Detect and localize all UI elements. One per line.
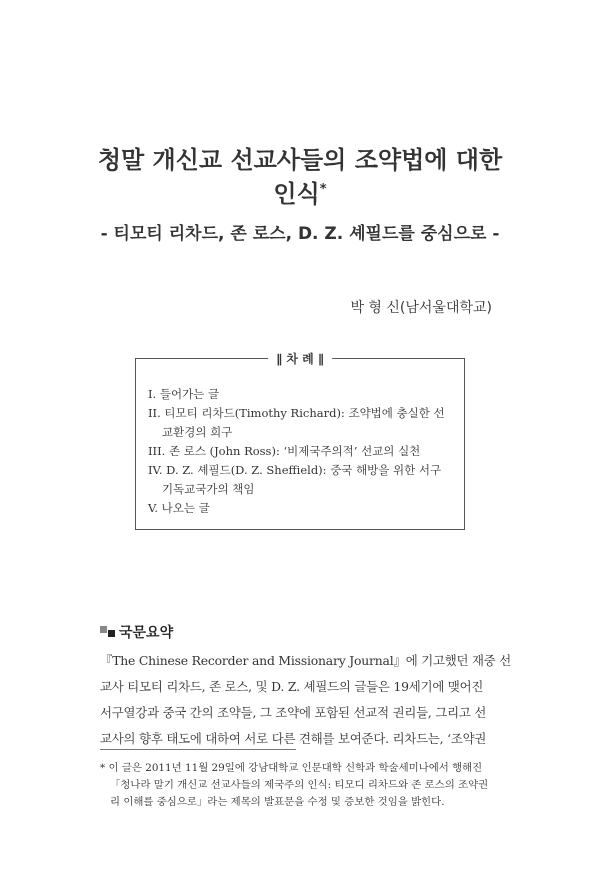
toc-item-text: I. 들어가는 글 — [148, 387, 220, 401]
abstract-heading-text: 국문요약 — [119, 625, 174, 641]
title-footnote-mark[interactable]: * — [319, 182, 327, 197]
toc-item-text: II. 티모티 리차드(Timothy Richard): 조약법에 충실한 선 — [148, 406, 445, 420]
heading-square-icon — [108, 630, 115, 637]
toc-item-text: V. 나오는 글 — [148, 501, 210, 515]
toc-item-text: IV. D. Z. 셰필드(D. Z. Sheffield): 중국 해방을 위한 서구 — [148, 463, 442, 477]
paper-subtitle: - 티모티 리차드, 존 로스, D. Z. 셰필드를 중심으로 - — [100, 224, 500, 244]
heading-square-icon — [100, 626, 107, 633]
footnote-line: * 이 글은 2011년 11월 29일에 강남대학교 인문대학 신학과 학술세미나에서 행해진 — [100, 762, 483, 774]
abstract-line: 서구열강과 중국 간의 조약들, 그 조약에 포함된 선교적 권리들, 그리고 선 — [100, 705, 487, 720]
toc-item — [148, 404, 460, 442]
abstract-line: 교사 티모티 리차드, 존 로스, 및 D. Z. 셰필드의 글들은 19세기에 맺어진 — [100, 679, 484, 694]
paper-title-line2 — [0, 177, 600, 211]
footnote-line: 리 이해를 중심으로」라는 제목의 발표문을 수정 및 증보한 것임을 밝힌다. — [110, 796, 445, 808]
paper-title-line2-text: 인식 — [273, 180, 320, 208]
footnote-divider — [100, 749, 296, 750]
toc-item — [148, 442, 460, 461]
author-affiliation: 박 형 신(남서울대학교) — [350, 300, 492, 316]
abstract-line: 『The Chinese Recorder and Missionary Journal』에 기고했던 재중 선 — [100, 653, 512, 668]
footnote-line: 「청나라 말기 개신교 선교사들의 제국주의 인식: 티모디 리차드와 존 로스의 조약권 — [110, 779, 489, 791]
footnote — [100, 760, 504, 811]
paper-title-line1: 청말 개신교 선교사들의 조약법에 대한 — [97, 146, 503, 174]
toc-item — [148, 461, 460, 499]
abstract-line: 교사의 향후 태도에 대하여 서로 다른 견해를 보여준다. 리차드는, ‘조약권 — [100, 731, 487, 746]
toc-item — [148, 385, 460, 404]
abstract-body — [100, 648, 512, 752]
toc-item-continuation: 기독교국가의 책임 — [162, 482, 255, 496]
toc-item — [148, 499, 460, 518]
toc-item-text: III. 존 로스 (John Ross): ‘비제국주의적’ 선교의 실천 — [148, 444, 421, 458]
toc-item-continuation: 교환경의 희구 — [162, 425, 233, 439]
toc-label: ∥ 차 례 ∥ — [268, 350, 332, 367]
paper-title — [0, 143, 600, 211]
table-of-contents — [135, 352, 465, 530]
abstract-heading — [100, 622, 173, 642]
toc-list — [148, 385, 460, 518]
